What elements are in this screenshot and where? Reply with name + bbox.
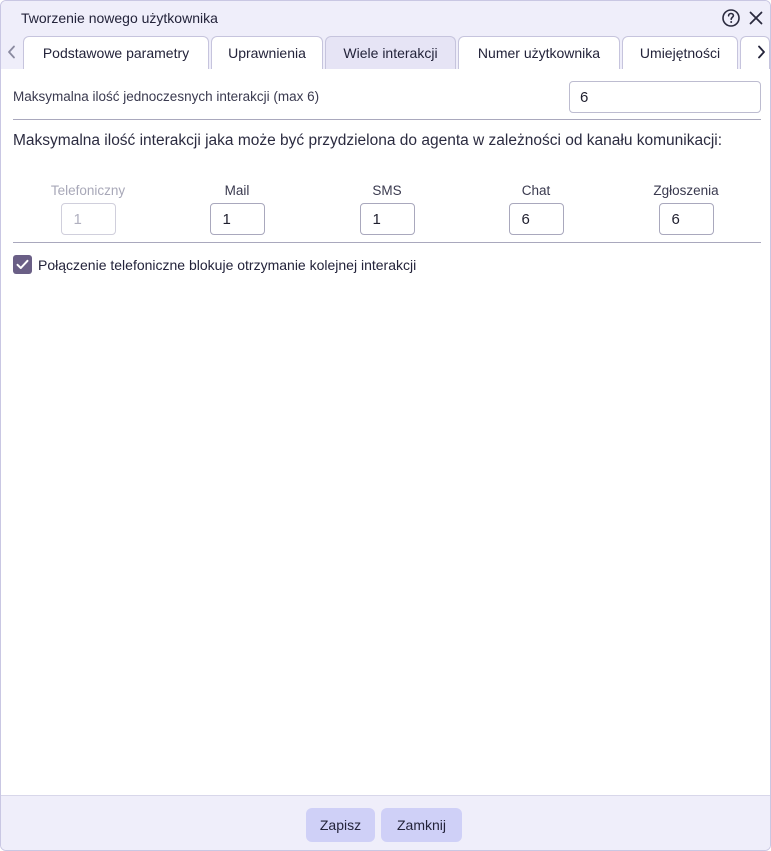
tab-skills[interactable]: Umiejętności — [622, 36, 738, 69]
max-interactions-input[interactable]: 6 — [569, 81, 761, 113]
channel-mail — [182, 183, 292, 235]
divider — [13, 119, 761, 120]
save-button[interactable]: Zapisz — [306, 808, 375, 842]
channel-chat — [481, 183, 591, 235]
help-icon[interactable] — [721, 8, 741, 28]
channel-label: Telefoniczny — [50, 183, 126, 198]
phone-blocks-checkbox-row[interactable] — [13, 255, 416, 274]
channel-telefoniczny-input: 1 — [61, 203, 116, 235]
close-icon[interactable] — [746, 8, 766, 28]
channel-zgloszenia-input[interactable]: 6 — [659, 203, 714, 235]
channel-sms-input[interactable]: 1 — [360, 203, 415, 235]
channel-mail-input[interactable]: 1 — [210, 203, 265, 235]
tab-user-number[interactable]: Numer użytkownika — [458, 36, 620, 69]
channel-sms — [332, 183, 442, 235]
channel-label: Mail — [224, 183, 250, 198]
channel-zgloszenia — [631, 183, 741, 235]
channel-telefoniczny — [33, 183, 143, 235]
channel-label: SMS — [372, 183, 402, 198]
dialog-footer — [1, 795, 770, 851]
phone-blocks-label: Połączenie telefoniczne blokuje otrzymanie kolejnej interakcji — [38, 256, 417, 273]
max-interactions-label: Maksymalna ilość jednoczesnych interakcji (max 6) — [13, 89, 320, 104]
tab-multi-interactions[interactable]: Wiele interakcji — [325, 36, 456, 69]
checkmark-icon — [16, 259, 29, 270]
title-bar — [1, 1, 770, 35]
close-button[interactable]: Zamknij — [381, 808, 462, 842]
channel-label: Chat — [521, 183, 551, 198]
tab-basic-params[interactable]: Podstawowe parametry — [23, 36, 209, 69]
channel-label: Zgłoszenia — [653, 183, 719, 198]
phone-blocks-checkbox[interactable] — [13, 255, 32, 274]
chevron-left-icon[interactable] — [1, 35, 21, 69]
dialog-title: Tworzenie nowego użytkownika — [21, 10, 218, 26]
tab-permissions[interactable]: Uprawnienia — [211, 36, 323, 69]
tab-bar — [1, 35, 770, 69]
channels-description: Maksymalna ilość interakcji jaka może być przydzielona do agenta w zależności od kanału komunikacji: — [13, 132, 723, 149]
chevron-right-icon[interactable] — [751, 35, 771, 69]
divider — [13, 242, 761, 243]
channel-chat-input[interactable]: 6 — [509, 203, 564, 235]
